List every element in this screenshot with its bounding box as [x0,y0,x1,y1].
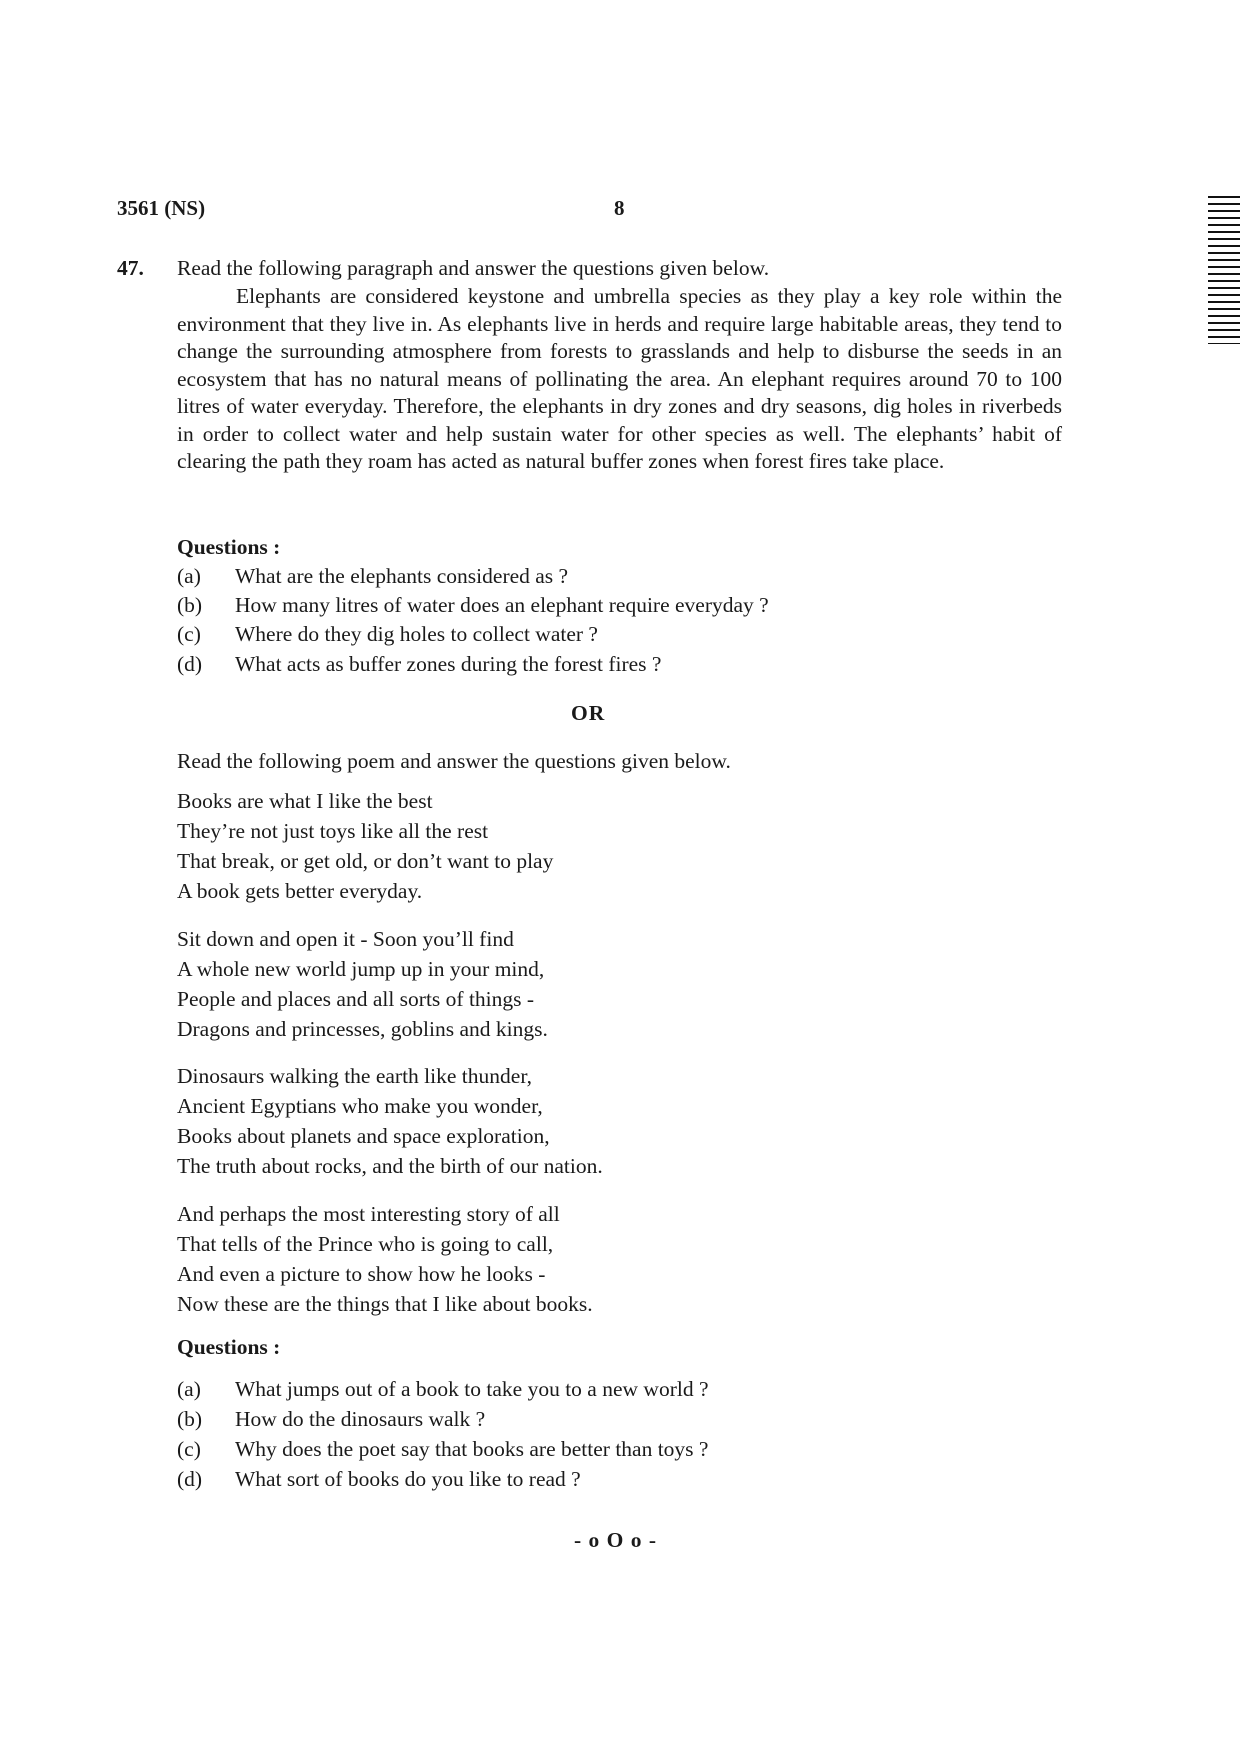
question-label: (c) [177,622,201,646]
question-item [0,621,1240,651]
poem-line: A book gets better everyday. [177,879,423,903]
question-text: How many litres of water does an elephant require everyday ? [235,593,769,617]
or-separator: OR [571,701,606,725]
poem-stanza-2 [177,924,548,1044]
paper-code: 3561 (NS) [117,196,206,220]
question-text: What jumps out of a book to take you to a new world ? [235,1377,709,1401]
question-text: Where do they dig holes to collect water ? [235,622,598,646]
question-label: (a) [177,564,201,588]
poem-stanza-1 [177,786,553,906]
question-item [0,1466,1240,1496]
poem-line: And perhaps the most interesting story of all [177,1202,560,1226]
poem-stanza-4 [177,1199,593,1319]
poem-stanza-3 [177,1061,603,1181]
question-item [0,563,1240,593]
question-label: (a) [177,1377,201,1401]
question-item [0,651,1240,681]
question-label: (c) [177,1437,201,1461]
question-item [0,1406,1240,1436]
elephant-paragraph: Elephants are considered keystone and umbrella species as they play a key role within the environment that they live in. As elephants live in herds and require large habitable areas, they tend to change the surrounding atmosphere from forests to grasslands and help to disburse the seeds in an ecosystem that has no natural means of pollinating the area. An elephant requires around 70 to 100 litres of water everyday. Therefore, the elephants in dry zones and dry seasons, dig holes in riverbeds in order to collect water and help sustain water for other species as well. The elephants’ habit of clearing the path they roam has acted as natural buffer zones when forest fires take place. [177,284,1062,473]
poem-line: Dragons and princesses, goblins and kings. [177,1017,548,1041]
question-item [0,592,1240,622]
barcode-strip [1208,196,1240,344]
poem-line: And even a picture to show how he looks - [177,1262,546,1286]
poem-line: They’re not just toys like all the rest [177,819,489,843]
paragraph-instruction: Read the following paragraph and answer the questions given below. [177,256,770,280]
poem-line: A whole new world jump up in your mind, [177,957,545,981]
question-item [0,1436,1240,1466]
poem-line: That break, or get old, or don’t want to play [177,849,554,873]
question-label: (d) [177,1467,203,1491]
poem-line: Dinosaurs walking the earth like thunder, [177,1064,532,1088]
question-label: (d) [177,652,203,676]
poem-line: Books are what I like the best [177,789,433,813]
end-mark: - o O o - [574,1528,658,1552]
poem-questions-heading: Questions : [177,1335,281,1359]
poem-line: That tells of the Prince who is going to call, [177,1232,554,1256]
poem-line: The truth about rocks, and the birth of our nation. [177,1154,603,1178]
page-number: 8 [614,196,625,220]
question-item [0,1376,1240,1406]
question-text: How do the dinosaurs walk ? [235,1407,486,1431]
question-text: What sort of books do you like to read ? [235,1467,581,1491]
question-text: What acts as buffer zones during the forest fires ? [235,652,662,676]
question-label: (b) [177,593,203,617]
question-text: Why does the poet say that books are better than toys ? [235,1437,709,1461]
question-text: What are the elephants considered as ? [235,564,569,588]
poem-line: Ancient Egyptians who make you wonder, [177,1094,543,1118]
poem-line: Books about planets and space exploration, [177,1124,550,1148]
question-label: (b) [177,1407,203,1431]
question-number: 47. [117,256,144,280]
poem-line: People and places and all sorts of things - [177,987,535,1011]
poem-line: Sit down and open it - Soon you’ll find [177,927,514,951]
poem-instruction: Read the following poem and answer the questions given below. [177,749,731,773]
questions-heading: Questions : [177,535,281,559]
poem-line: Now these are the things that I like about books. [177,1292,593,1316]
